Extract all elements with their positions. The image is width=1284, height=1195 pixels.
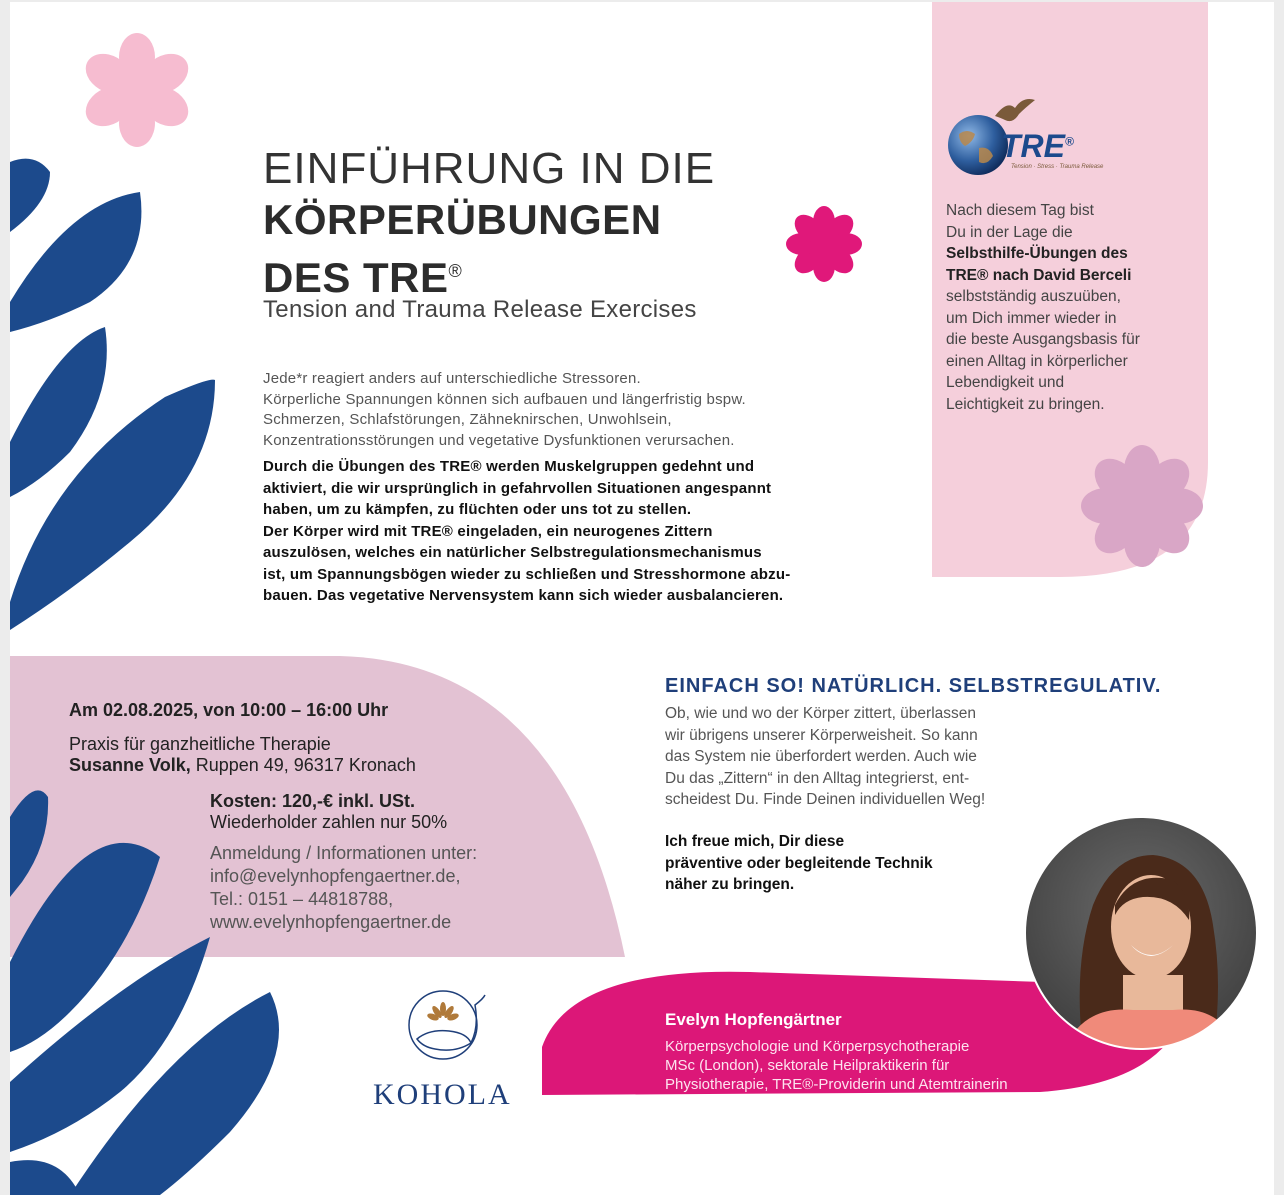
contact-website[interactable]: www.evelynhopfengaertner.de (210, 912, 452, 932)
natural-line: scheidest Du. Finde Deinen individuellen Weg! (665, 791, 986, 808)
intro-text (263, 369, 883, 607)
event-cost (210, 791, 447, 833)
closing-line: Ich freue mich, Dir diese (665, 833, 845, 850)
intro-line: Jede*r reagiert anders auf unterschiedliche Stressoren. (263, 370, 641, 387)
tre-tagline: Tension · Stress · Trauma Release (1011, 164, 1104, 170)
closing-text (665, 831, 933, 896)
sidebar-line: Lebendigkeit und (946, 374, 1065, 391)
natural-line: wir übrigens unserer Körperweisheit. So kann (665, 726, 978, 744)
sidebar-line: selbstständig auszuüben, (946, 288, 1121, 305)
natural-text (665, 703, 985, 811)
venue-line-1: Praxis für ganzheitliche Therapie (69, 734, 331, 754)
sidebar-line: um Dich immer wieder in (946, 309, 1117, 327)
title-line-1: EINFÜHRUNG IN DIE (263, 144, 716, 193)
event-venue (69, 734, 416, 776)
event-date: Am 02.08.2025, von 10:00 – 16:00 Uhr (69, 700, 389, 720)
sidebar-bold-line: TRE® nach David Berceli (946, 266, 1132, 284)
intro-bold-line: auszulösen, welches ein natürlicher Selbstregulationsmechanismus (263, 544, 762, 561)
flower-magenta-icon (784, 204, 864, 284)
closing-line: näher zu bringen. (665, 876, 795, 893)
title-line-3-text: DES TRE (263, 254, 449, 301)
sidebar-line: Du in der Lage die (946, 223, 1073, 241)
intro-line: Körperliche Spannungen können sich aufbauen und längerfristig bspw. (263, 390, 746, 408)
sidebar-bold-line: Selbsthilfe-Übungen des (946, 245, 1128, 262)
sidebar-text (946, 200, 1196, 415)
portrait-photo (1023, 815, 1259, 1051)
sidebar-line: Nach diesem Tag bist (946, 202, 1094, 219)
intro-bold-line: Der Körper wird mit TRE® eingeladen, ein neurogenes Zittern (263, 522, 713, 540)
evelyn-desc-line: Körperpsychologie und Körperpsychotherapie (665, 1038, 970, 1055)
intro-bold-line: haben, um zu kämpfen, zu flüchten oder uns tot zu stellen. (263, 501, 692, 518)
tre-reg: ® (1065, 134, 1074, 149)
title-reg-mark: ® (448, 261, 463, 281)
eagle-icon (993, 94, 1037, 128)
natural-headline: EINFACH SO! NATÜRLICH. SELBSTREGULATIV. (665, 675, 1162, 697)
venue-address: Ruppen 49, 96317 Kronach (190, 755, 416, 775)
intro-bold-line: aktiviert, die wir ursprünglich in gefahrvollen Situationen angespannt (263, 479, 772, 497)
title-line-3 (263, 246, 462, 303)
contact-phone[interactable]: Tel.: 0151 – 44818788, (210, 889, 394, 909)
intro-bold-line: bauen. Das vegetative Nervensystem kann sich wieder ausbalancieren. (263, 587, 784, 604)
tre-logo (945, 94, 1125, 184)
repeat-discount: Wiederholder zahlen nur 50% (210, 812, 448, 832)
natural-line: Du das „Zittern“ in den Alltag integrierst, ent- (665, 769, 970, 787)
tre-wordmark-text: TRE (1001, 128, 1065, 164)
evelyn-name: Evelyn Hopfengärtner (665, 1010, 842, 1029)
intro-line: Konzentrationsstörungen und vegetative Dysfunktionen verursachen. (263, 431, 735, 449)
evelyn-desc-line: MSc (London), sektorale Heilpraktikerin für (665, 1057, 950, 1074)
kohola-wordmark: KOHOLA (373, 1078, 512, 1111)
natural-line: Ob, wie und wo der Körper zittert, überlassen (665, 705, 977, 722)
flyer-page (10, 2, 1274, 1195)
evelyn-desc-line: Physiotherapie, TRE®-Providerin und Atemtrainerin (665, 1076, 1008, 1093)
intro-light (263, 369, 883, 451)
intro-line: Schmerzen, Schlafstörungen, Zähneknirschen, Unwohlsein, (263, 411, 672, 428)
subtitle: Tension and Trauma Release Exercises (263, 296, 697, 323)
natural-line: das System nie überfordert werden. Auch wie (665, 748, 977, 765)
event-contact (210, 842, 477, 934)
navy-leaf-1 (10, 159, 50, 232)
evelyn-desc (665, 1037, 1008, 1094)
contact-line: Anmeldung / Informationen unter: (210, 843, 478, 863)
tre-wordmark (1001, 128, 1074, 165)
sidebar-line: die beste Ausgangsbasis für (946, 331, 1140, 348)
intro-bold-line: ist, um Spannungsbögen wieder zu schließen und Stresshormone abzu- (263, 565, 791, 583)
intro-bold (263, 456, 883, 607)
venue-name: Susanne Volk, (69, 755, 191, 775)
sidebar-line: einen Alltag in körperlicher (946, 352, 1128, 370)
closing-line: präventive oder begleitende Technik (665, 854, 933, 872)
whale-logo-icon (405, 987, 487, 1069)
title-line-2: KÖRPERÜBUNGEN (263, 196, 662, 243)
contact-email[interactable]: info@evelynhopfengaertner.de, (210, 866, 461, 886)
navy-leaf-9 (10, 1160, 80, 1195)
cost: Kosten: 120,-€ inkl. USt. (210, 791, 416, 811)
flower-mauve-icon (1080, 444, 1204, 568)
sidebar-line: Leichtigkeit zu bringen. (946, 395, 1105, 413)
intro-bold-line: Durch die Übungen des TRE® werden Muskelgruppen gedehnt und (263, 458, 755, 475)
flower-pink-icon (72, 30, 202, 150)
